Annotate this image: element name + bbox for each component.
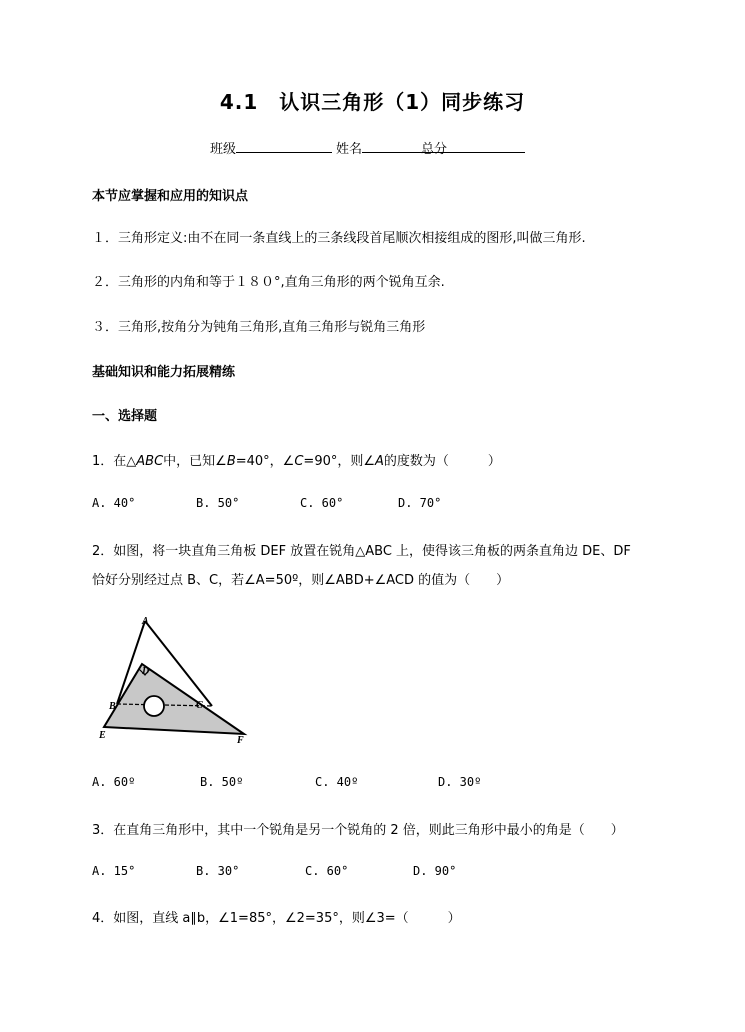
score-field bbox=[421, 138, 525, 157]
q3-option-a[interactable]: A. 15° bbox=[92, 864, 136, 878]
label-b: B bbox=[109, 701, 116, 712]
triangle-def bbox=[104, 664, 244, 734]
name-label: 姓名 bbox=[336, 142, 363, 157]
question-4: 4．如图，直线 a∥b，∠1=85°，∠2=35°，则∠3=（ ） bbox=[92, 911, 461, 926]
q2-option-d[interactable]: D. 30º bbox=[438, 775, 482, 789]
q2-option-a[interactable]: A. 60º bbox=[92, 775, 136, 789]
label-e: E bbox=[99, 730, 106, 741]
section-choice: 一、选择题 bbox=[92, 409, 158, 424]
class-label: 班级 bbox=[210, 142, 237, 157]
label-a: A bbox=[142, 616, 149, 627]
q2-option-c[interactable]: C. 40º bbox=[315, 775, 359, 789]
knowledge-point-3: ３．三角形,按角分为钝角三角形,直角三角形与锐角三角形 bbox=[92, 320, 426, 335]
triangle-figure bbox=[92, 612, 262, 750]
q2-option-b[interactable]: B. 50º bbox=[200, 775, 244, 789]
label-c: C bbox=[196, 700, 203, 711]
page-title: 4.1 认识三角形（1）同步练习 bbox=[219, 90, 526, 114]
score-blank bbox=[447, 140, 525, 153]
class-blank bbox=[236, 140, 332, 153]
question-3: 3．在直角三角形中，其中一个锐角是另一个锐角的 2 倍，则此三角形中最小的角是（ ） bbox=[92, 823, 624, 838]
q1-option-d[interactable]: D. 70° bbox=[398, 496, 442, 510]
knowledge-point-2: ２．三角形的内角和等于１８０°,直角三角形的两个锐角互余. bbox=[92, 275, 445, 290]
section-knowledge: 本节应掌握和应用的知识点 bbox=[92, 189, 249, 204]
section-practice: 基础知识和能力拓展精练 bbox=[92, 365, 236, 380]
hole-circle bbox=[144, 696, 164, 716]
question-2-line-1: 2．如图，将一块直角三角板 DEF 放置在锐角△ABC 上，使得该三角板的两条直角边 DE、DF bbox=[92, 544, 631, 559]
q3-option-d[interactable]: D. 90° bbox=[413, 864, 457, 878]
q3-option-b[interactable]: B. 30° bbox=[196, 864, 240, 878]
class-field bbox=[210, 138, 332, 157]
question-1: 1．在△ABC中，已知∠B=40°，∠C=90°，则∠A的度数为（ ） bbox=[92, 454, 501, 469]
q1-option-a[interactable]: A. 40° bbox=[92, 496, 136, 510]
question-2-line-2: 恰好分别经过点 B、C，若∠A=50º，则∠ABD+∠ACD 的值为（ ） bbox=[92, 573, 510, 588]
q3-option-c[interactable]: C. 60° bbox=[305, 864, 349, 878]
q1-option-b[interactable]: B. 50° bbox=[196, 496, 240, 510]
knowledge-point-1: １．三角形定义:由不在同一条直线上的三条线段首尾顺次相接组成的图形,叫做三角形. bbox=[92, 231, 586, 246]
score-label: 总分 bbox=[421, 142, 448, 157]
label-d: D bbox=[142, 666, 150, 677]
q1-option-c[interactable]: C. 60° bbox=[300, 496, 344, 510]
label-f: F bbox=[237, 735, 244, 746]
